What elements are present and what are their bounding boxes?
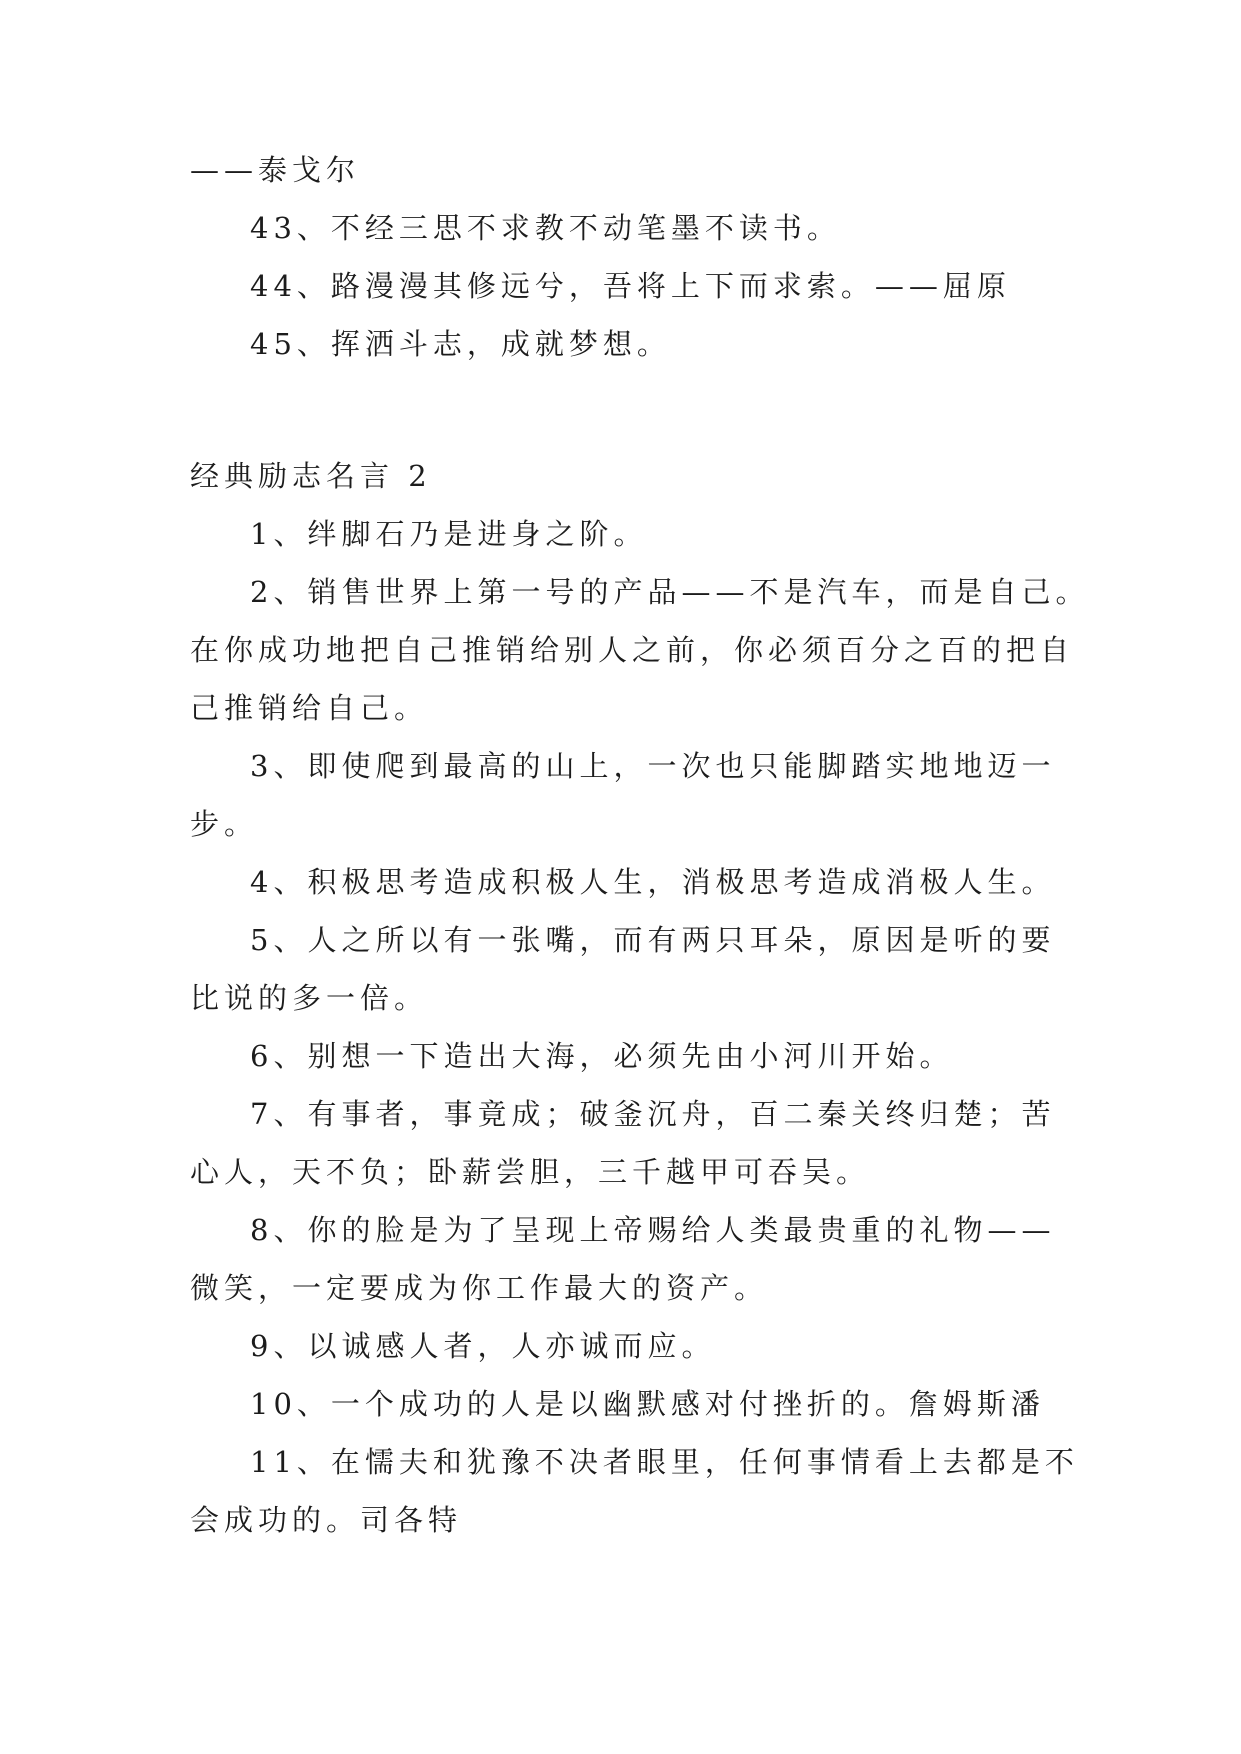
quote-7-line-2: 心人，天不负；卧薪尝胆，三千越甲可吞吴。 xyxy=(190,1155,871,1189)
quote-7-line-1: 7、有事者，事竟成；破釜沉舟，百二秦关终归楚；苦 xyxy=(250,1097,1056,1131)
quote-2-line-3: 己推销给自己。 xyxy=(190,691,429,725)
quote-11-line-1: 11、在懦夫和犹豫不决者眼里，任何事情看上去都是不 xyxy=(250,1445,1079,1479)
quote-9: 9、以诚感人者，人亦诚而应。 xyxy=(250,1329,716,1363)
quote-3-line-1: 3、即使爬到最高的山上，一次也只能脚踏实地地迈一 xyxy=(250,749,1056,783)
quote-5-line-2: 比说的多一倍。 xyxy=(190,981,429,1015)
quote-43: 43、不经三思不求教不动笔墨不读书。 xyxy=(250,211,841,245)
quote-2-line-2: 在你成功地把自己推销给别人之前，你必须百分之百的把自 xyxy=(190,633,1075,667)
quote-11-line-2: 会成功的。司各特 xyxy=(190,1503,463,1537)
section-heading: 经典励志名言 2 xyxy=(190,459,432,493)
top-attribution: ——泰戈尔 xyxy=(190,153,361,187)
quote-8-line-1: 8、你的脸是为了呈现上帝赐给人类最贵重的礼物—— xyxy=(250,1213,1056,1247)
quote-3-line-2: 步。 xyxy=(190,807,259,841)
quote-44: 44、路漫漫其修远兮，吾将上下而求索。——屈原 xyxy=(250,269,1011,303)
quote-2-line-1: 2、销售世界上第一号的产品——不是汽车，而是自己。 xyxy=(250,575,1090,609)
quote-1: 1、绊脚石乃是进身之阶。 xyxy=(250,517,648,551)
quote-10: 10、一个成功的人是以幽默感对付挫折的。詹姆斯潘 xyxy=(250,1387,1045,1421)
quote-8-line-2: 微笑，一定要成为你工作最大的资产。 xyxy=(190,1271,769,1305)
quote-6: 6、别想一下造出大海，必须先由小河川开始。 xyxy=(250,1039,954,1073)
quote-5-line-1: 5、人之所以有一张嘴，而有两只耳朵，原因是听的要 xyxy=(250,923,1056,957)
quote-45: 45、挥洒斗志，成就梦想。 xyxy=(250,327,671,361)
quote-4: 4、积极思考造成积极人生，消极思考造成消极人生。 xyxy=(250,865,1056,899)
